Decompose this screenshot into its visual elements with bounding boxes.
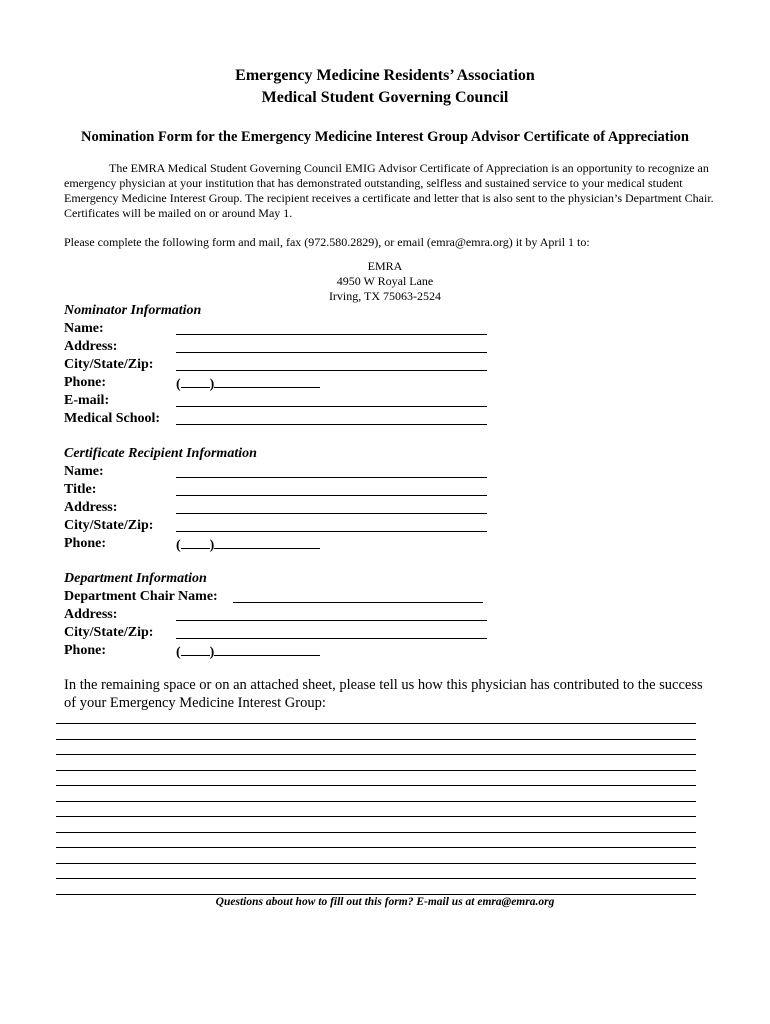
area-code-blank[interactable] bbox=[181, 643, 210, 656]
nominator-phone-label: Phone: bbox=[64, 375, 106, 390]
association-title: Emergency Medicine Residents’ Association bbox=[235, 67, 535, 84]
department-phone-label: Phone: bbox=[64, 643, 106, 658]
department-heading: Department Information bbox=[64, 571, 207, 586]
recipient-name-field[interactable] bbox=[176, 477, 487, 478]
area-code-blank[interactable] bbox=[181, 375, 210, 388]
area-code-open: ( bbox=[176, 377, 181, 392]
recipient-phone-label: Phone: bbox=[64, 536, 106, 551]
recipient-city-label: City/State/Zip: bbox=[64, 518, 154, 533]
address-line-1: EMRA bbox=[367, 259, 403, 273]
recipient-phone-field[interactable] bbox=[176, 536, 320, 554]
council-title: Medical Student Governing Council bbox=[261, 89, 509, 106]
answer-line[interactable] bbox=[56, 785, 696, 786]
department-city-field[interactable] bbox=[176, 638, 487, 639]
phone-number-blank[interactable] bbox=[214, 643, 320, 656]
intro-paragraph: The EMRA Medical Student Governing Council EMIG Advisor Certificate of Appreciation is an opportunity to recognize an emergency physician at your institution that has demonstrated outstanding, selfless and sustained service to your medical student Emergency Medicine Interest Group. The recipient receives a certificate and letter that is also sent to the physician’s Department Chair. Certificates will be mailed on or around May 1. bbox=[64, 161, 714, 220]
answer-line[interactable] bbox=[56, 770, 696, 771]
phone-number-blank[interactable] bbox=[214, 375, 320, 388]
area-code-open: ( bbox=[176, 538, 181, 553]
nominator-email-label: E-mail: bbox=[64, 393, 110, 408]
address-line-2: 4950 W Royal Lane bbox=[336, 274, 434, 288]
footer-help-text: Questions about how to fill out this form? E-mail us at emra@emra.org bbox=[215, 896, 555, 908]
nominator-name-label: Name: bbox=[64, 321, 104, 336]
nominator-city-label: City/State/Zip: bbox=[64, 357, 154, 372]
chair-name-label: Department Chair Name: bbox=[64, 589, 218, 604]
answer-line[interactable] bbox=[56, 878, 696, 879]
answer-line[interactable] bbox=[56, 801, 696, 802]
nominator-school-label: Medical School: bbox=[64, 411, 161, 426]
nominator-address-field[interactable] bbox=[176, 352, 487, 353]
form-title: Nomination Form for the Emergency Medicine Interest Group Advisor Certificate of Appreciation bbox=[81, 129, 689, 145]
answer-line[interactable] bbox=[56, 863, 696, 864]
nominator-phone-field[interactable] bbox=[176, 375, 320, 393]
area-code-blank[interactable] bbox=[181, 536, 210, 549]
area-code-close: ) bbox=[209, 538, 215, 553]
department-city-label: City/State/Zip: bbox=[64, 625, 154, 640]
nominator-city-field[interactable] bbox=[176, 370, 487, 371]
chair-name-field[interactable] bbox=[233, 602, 483, 603]
nominator-name-field[interactable] bbox=[176, 334, 487, 335]
recipient-city-field[interactable] bbox=[176, 531, 487, 532]
area-code-close: ) bbox=[209, 377, 215, 392]
recipient-address-field[interactable] bbox=[176, 513, 487, 514]
area-code-close: ) bbox=[209, 645, 215, 660]
recipient-title-label: Title: bbox=[64, 482, 97, 497]
area-code-open: ( bbox=[176, 645, 181, 660]
department-phone-field[interactable] bbox=[176, 643, 320, 661]
recipient-name-label: Name: bbox=[64, 464, 104, 479]
department-address-label: Address: bbox=[64, 607, 118, 622]
instructions-text: Please complete the following form and mail, fax (972.580.2829), or email (emra@emra.org) it by April 1 to: bbox=[64, 235, 590, 249]
nominator-heading: Nominator Information bbox=[64, 303, 202, 318]
answer-line[interactable] bbox=[56, 894, 696, 895]
answer-line[interactable] bbox=[56, 847, 696, 848]
nominator-email-field[interactable] bbox=[176, 406, 487, 407]
contribution-answer-text[interactable] bbox=[56, 712, 696, 713]
answer-line[interactable] bbox=[56, 739, 696, 740]
department-address-field[interactable] bbox=[176, 620, 487, 621]
answer-line[interactable] bbox=[56, 832, 696, 833]
nominator-address-label: Address: bbox=[64, 339, 118, 354]
recipient-heading: Certificate Recipient Information bbox=[64, 446, 257, 461]
phone-number-blank[interactable] bbox=[214, 536, 320, 549]
nominator-school-field[interactable] bbox=[176, 424, 487, 425]
recipient-title-field[interactable] bbox=[176, 495, 487, 496]
answer-line[interactable] bbox=[56, 754, 696, 755]
answer-line[interactable] bbox=[56, 723, 696, 724]
answer-line[interactable] bbox=[56, 816, 696, 817]
address-line-3: Irving, TX 75063-2524 bbox=[328, 289, 442, 303]
contribution-question: In the remaining space or on an attached sheet, please tell us how this physician has contributed to the success of your Emergency Medicine Interest Group: bbox=[64, 677, 703, 711]
recipient-address-label: Address: bbox=[64, 500, 118, 515]
